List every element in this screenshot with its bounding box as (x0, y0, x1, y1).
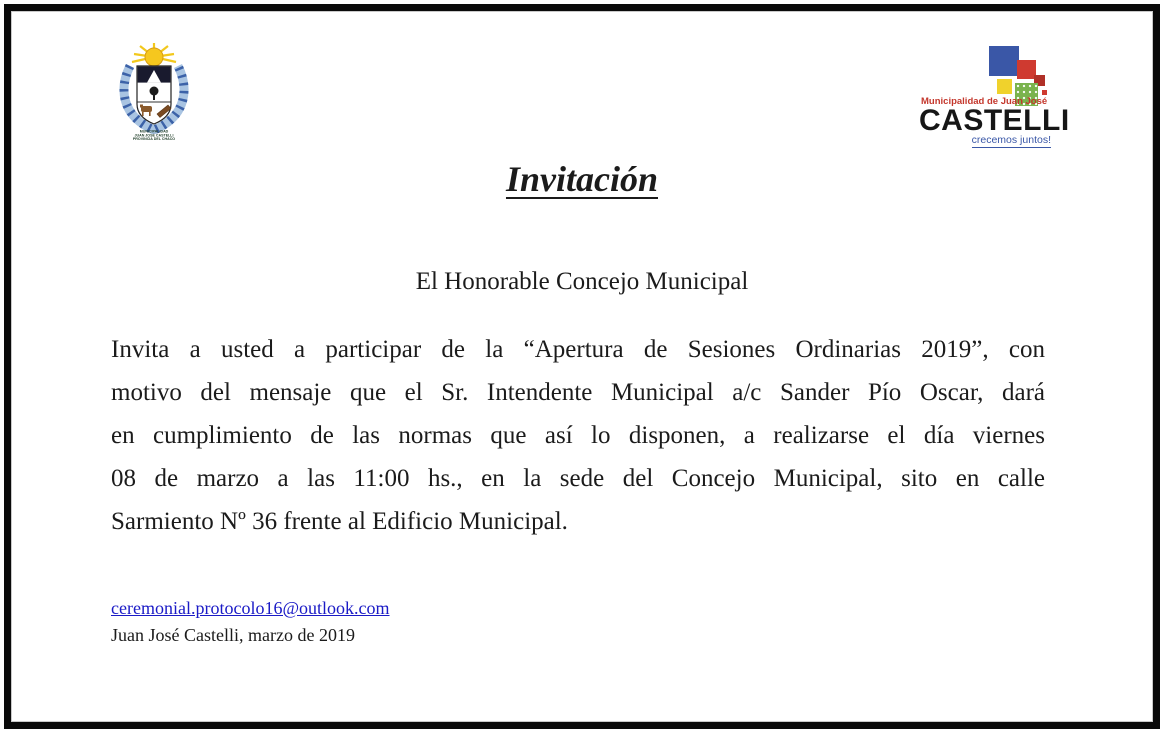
dateline: Juan José Castelli, marzo de 2019 (111, 625, 355, 645)
castelli-logo (919, 44, 1070, 146)
municipal-coat-of-arms (106, 42, 202, 152)
coat-caption-line: MUNICIPALIDAD (139, 129, 169, 134)
footer (111, 595, 390, 649)
castelli-pretitle: Municipalidad de Juan José (921, 96, 1048, 107)
invitation-body (111, 328, 1045, 543)
body-line: 08 de marzo a las 11:00 hs., en la sede del Concejo Municipal, sito en calle (111, 465, 1045, 492)
body-line: Invita a usted a participar de la “Apertura de Sesiones Ordinarias 2019”, con (111, 336, 1045, 363)
logo-square-dot-icon (1042, 90, 1047, 95)
body-line: Sarmiento Nº 36 frente al Edificio Municipal. (111, 508, 568, 535)
coat-of-arms-icon (108, 42, 200, 134)
castelli-tagline: crecemos juntos! (971, 134, 1051, 146)
email-link[interactable]: ceremonial.protocolo16@outlook.com (111, 598, 390, 618)
logo-square-blue-icon (989, 46, 1019, 76)
coat-caption-line: JUAN JOSÉ CASTELLI (134, 133, 174, 138)
page-title: Invitación (505, 159, 658, 199)
castelli-wordmark: CASTELLI (919, 104, 1070, 137)
logo-square-yellow-icon (997, 79, 1012, 94)
body-line: motivo del mensaje que el Sr. Intendente Municipal a/c Sander Pío Oscar, dará (111, 379, 1045, 406)
body-line: en cumplimiento de las normas que así lo disponen, a realizarse el día viernes (111, 422, 1045, 449)
subtitle: El Honorable Concejo Municipal (415, 268, 749, 295)
coat-caption-line: PROVINCIA DEL CHACO (132, 136, 176, 141)
